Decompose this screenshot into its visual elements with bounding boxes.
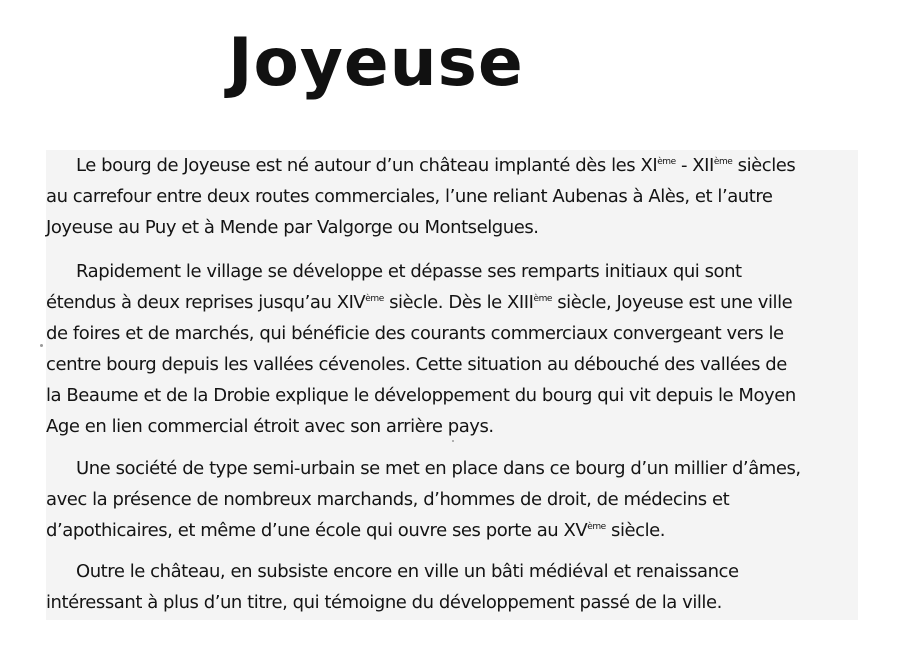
- text-line: [46, 181, 858, 212]
- page-title: Joyeuse: [228, 24, 524, 101]
- text-segment: avec la présence de nombreux marchands, d’hommes de droit, de médecins et: [46, 489, 730, 510]
- text-segment: Outre le château, en subsiste encore en ville un bâti médiéval et renaissance: [76, 561, 739, 582]
- superscript: ème: [533, 294, 552, 304]
- text-segment: de foires et de marchés, qui bénéficie des courants commerciaux convergeant vers le: [46, 323, 784, 344]
- superscript: ème: [587, 522, 606, 532]
- text-segment: Joyeuse au Puy et à Mende par Valgorge ou Montselgues.: [46, 217, 539, 238]
- text-line: [46, 484, 858, 515]
- text-segment: la Beaume et de la Drobie explique le développement du bourg qui vit depuis le Moyen: [46, 385, 796, 406]
- text-line: [46, 380, 858, 411]
- scan-speck: [40, 344, 43, 347]
- paragraph-4: [46, 556, 858, 618]
- text-segment: intéressant à plus d’un titre, qui témoigne du développement passé de la ville.: [46, 592, 722, 613]
- text-line: [46, 212, 858, 243]
- text-segment: siècle. Dès le XIII: [383, 292, 534, 313]
- text-segment: Une société de type semi-urbain se met en place dans ce bourg d’un millier d’âmes,: [76, 458, 801, 479]
- text-line: [46, 287, 858, 318]
- text-segment: centre bourg depuis les vallées cévenoles. Cette situation au débouché des vallées de: [46, 354, 787, 375]
- paragraph-2: [46, 256, 858, 442]
- text-line: [46, 349, 858, 380]
- text-line: [46, 318, 858, 349]
- text-segment: d’apothicaires, et même d’une école qui ouvre ses porte au XV: [46, 520, 588, 541]
- text-body: [46, 150, 858, 620]
- text-line: [46, 411, 858, 442]
- paragraph-1: [46, 150, 858, 243]
- text-line: [46, 587, 858, 618]
- text-segment: Le bourg de Joyeuse est né autour d’un château implanté dès les XI: [76, 155, 658, 176]
- text-line: [46, 556, 858, 587]
- text-line: [46, 453, 858, 484]
- text-segment: au carrefour entre deux routes commerciales, l’une reliant Aubenas à Alès, et l’autre: [46, 186, 773, 207]
- text-line: [46, 256, 858, 287]
- scan-speck: [452, 440, 454, 442]
- text-segment: siècle, Joyeuse est une ville: [551, 292, 793, 313]
- text-line: [46, 150, 858, 181]
- superscript: ème: [365, 294, 384, 304]
- text-segment: siècle.: [605, 520, 666, 541]
- text-segment: Age en lien commercial étroit avec son arrière pays.: [46, 416, 494, 437]
- text-segment: étendus à deux reprises jusqu’au XIV: [46, 292, 366, 313]
- superscript: ème: [713, 157, 733, 167]
- text-line: [46, 515, 858, 546]
- superscript: ème: [657, 157, 676, 167]
- paragraph-3: [46, 453, 858, 546]
- text-segment: - XII: [675, 155, 714, 176]
- text-segment: Rapidement le village se développe et dépasse ses remparts initiaux qui sont: [76, 261, 742, 282]
- text-segment: siècles: [732, 155, 796, 176]
